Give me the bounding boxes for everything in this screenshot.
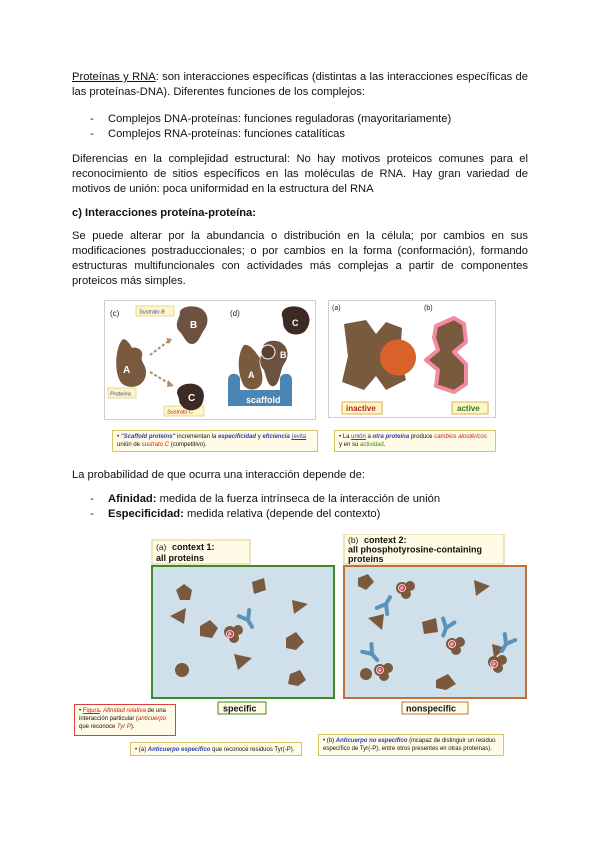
protein-shape (175, 663, 189, 677)
caption-text: que reconoce (79, 724, 118, 730)
context1-title: context 1: (172, 542, 215, 552)
caption-term: Figura (82, 708, 100, 714)
caption-term: actividad (360, 442, 384, 448)
phospho-label: P (228, 632, 232, 639)
proteina-label: Proteína (110, 391, 131, 398)
protein-c-label: C (188, 393, 196, 404)
phospho-label: P (378, 668, 382, 675)
caption-scaffold: • "Scaffold proteins" incrementan la especificidad y eficiencia (evita unión de sustrato C (competitivo). (112, 430, 318, 452)
context1-panel (152, 566, 334, 698)
caption-term: relativa (124, 708, 146, 714)
specific-label: specific (223, 703, 257, 714)
list-item-text: medida de la fuerza intrínseca de la interacción de unión (156, 493, 441, 505)
paragraph-proteinas-rna-body: : son interacciones específicas (distintas a las interacciones específicas de las proteínas-DNA). Diferentes funciones de los complejos: (72, 71, 528, 98)
figure-specificity (140, 534, 530, 720)
caption-text: (incapaz de distinguir un residuo específico de Tyr(-P), entre otros presentes en otras proteínas). (323, 738, 496, 752)
caption-term: cambios alostéricos (434, 434, 487, 440)
panel-label-d: (d) (230, 309, 240, 318)
caption-nonspecific-antibody: • (b) Anticuerpo no específico (incapaz de distinguir un residuo específico de Tyr(-P), entre otros presentes en otras proteínas). (318, 734, 504, 756)
context2-title: context 2: (364, 535, 407, 545)
caption-term: unión (351, 434, 366, 440)
list-item-text: Complejos RNA-proteínas: funciones catalíticas (108, 128, 345, 140)
context2-subtitle-1: all phosphotyrosine-containing (348, 544, 483, 555)
caption-text: y (256, 434, 263, 440)
caption-text: ). (130, 724, 135, 730)
list-dash: - (90, 113, 94, 125)
phospho-label: P (450, 642, 454, 649)
caption-text: que reconoce residuos Tyr(-P). (210, 747, 295, 753)
caption-term: Anticuerpo específico (147, 747, 211, 753)
caption-term: especificidad (218, 434, 257, 440)
caption-scaffold-term: "Scaffold proteins" (120, 434, 176, 440)
caption-text: produce (409, 434, 435, 440)
caption-text: La (342, 434, 352, 440)
protein-c-free-label: C (292, 318, 299, 328)
caption-term: Anticuerpo no específico (335, 738, 408, 744)
figure-allosteric (328, 300, 496, 418)
caption-text: incrementan la (175, 434, 219, 440)
caption-term: anticuerpo (138, 716, 167, 722)
list-item (90, 112, 451, 127)
protein-shape (360, 668, 372, 680)
list-dash: - (90, 128, 94, 140)
caption-text: unión de (117, 442, 142, 448)
phospho-label: P (400, 586, 404, 593)
caption-text: (competitivo). (169, 442, 207, 448)
caption-specific-antibody: • (a) Anticuerpo específico que reconoce residuos Tyr(-P). (130, 742, 302, 756)
scaffold-label: scaffold (246, 395, 281, 405)
sustrato-b-label: Sustrato B (139, 309, 165, 316)
allosteric-ligand (380, 340, 416, 376)
panel-label-c: (c) (110, 309, 120, 318)
list-term-afinidad: Afinidad: (108, 493, 157, 505)
caption-text: (a) (138, 747, 148, 753)
context2-tag: (b) (348, 535, 359, 545)
caption-text: (b) (326, 738, 336, 744)
nonspecific-label: nonspecific (406, 703, 457, 714)
binding-site (261, 345, 275, 359)
inactive-label: inactive (346, 404, 376, 413)
protein-b-bound-label: B (280, 350, 287, 360)
caption-text: . (99, 708, 104, 714)
heading-proteinas-rna: Proteínas y RNA (72, 71, 156, 83)
list-dash: - (90, 508, 94, 520)
caption-term: otra proteína (372, 434, 410, 440)
sustrato-c-label: Sustrato C (167, 409, 193, 416)
list-term-especificidad: Especificidad: (108, 508, 184, 520)
context1-subtitle: all proteins (156, 553, 205, 563)
context1-tag: (a) (156, 542, 167, 552)
list-item (90, 492, 440, 507)
figure-scaffold (104, 300, 316, 420)
caption-allosteric: • La unión a otra proteína produce cambios alostéricos y en su actividad. (334, 430, 496, 452)
paragraph-proteinas-rna (72, 70, 528, 100)
caption-text: y en su (339, 442, 361, 448)
active-label: active (457, 404, 480, 413)
caption-term: eficiencia (262, 434, 290, 440)
protein-b-label: B (190, 320, 198, 331)
caption-term: Afinidad (103, 708, 125, 714)
list-item (90, 127, 345, 142)
heading-interacciones-proteina: c) Interacciones proteína-proteína: (72, 207, 257, 219)
caption-text: de una interacción particular ( (79, 708, 166, 722)
caption-afinidad: • Figura. Afinidad relativa de una interacción particular (anticuerpo que reconoce Tyr P). (74, 704, 176, 736)
protein-a-label: A (123, 365, 131, 376)
panel-label-b: (b) (424, 305, 433, 312)
list-item (90, 507, 380, 522)
protein-a-bound-label: A (248, 370, 255, 380)
paragraph-complejidad: Diferencias en la complejidad estructural: No hay motivos proteicos comunes para el reconocimiento de sitios específicos en las moléculas de RNA. Hay gran variedad de motivos de unión: poca uniformidad en la estructura del RNA (72, 153, 528, 195)
paragraph-alteracion: Se puede alterar por la abundancia o distribución en la célula; por cambios en sus modificaciones postraduccionales; o por cambios en la forma (conformación), formando estructuras multifuncionales con actividades más complejas a partir de componentes proteicos más simples. (72, 230, 528, 287)
list-item-text: medida relativa (depende del contexto) (183, 508, 381, 520)
caption-text: . (383, 442, 386, 448)
caption-term: sustrato C (141, 442, 170, 448)
list-dash: - (90, 493, 94, 505)
list-item-text: Complejos DNA-proteínas: funciones reguladoras (mayoritariamente) (108, 113, 452, 125)
phospho-label: P (492, 662, 496, 669)
paragraph-probabilidad: La probabilidad de que ocurra una interacción depende de: (72, 469, 365, 481)
context2-subtitle-2: proteins (348, 554, 384, 564)
panel-label-a: (a) (332, 305, 341, 312)
caption-term: Tyr P (117, 724, 131, 730)
caption-term: (evita (291, 434, 307, 440)
caption-text: a (365, 434, 373, 440)
